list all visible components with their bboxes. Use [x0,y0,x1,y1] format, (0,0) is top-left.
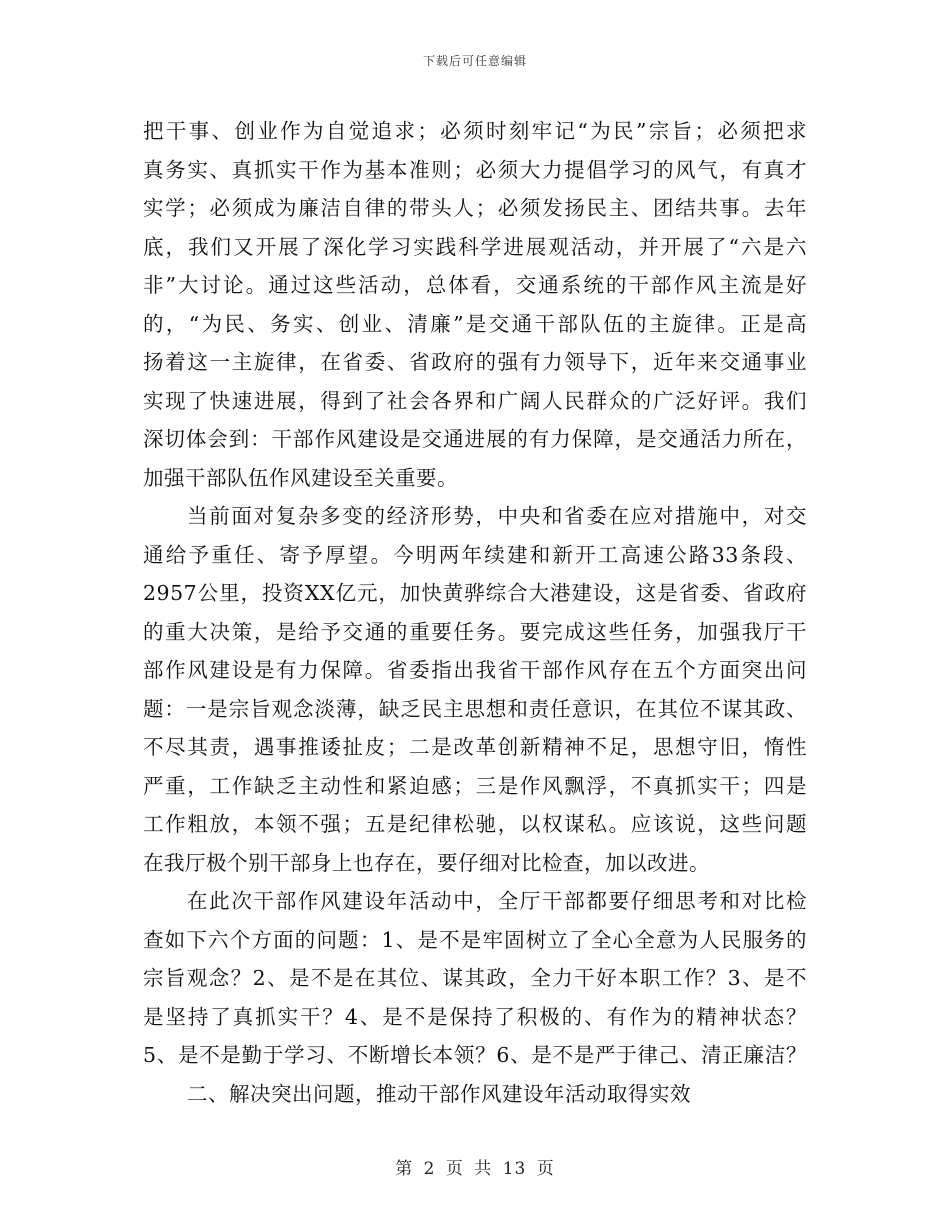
text-line: 严重，工作缺乏主动性和紧迫感；三是作风飘浮，不真抓实干；四是 [143,773,807,798]
text-line: 查如下六个方面的问题：1、是不是牢固树立了全心全意为人民服务的 [143,927,807,952]
text-line: 底，我们又开展了深化学习实践科学进展观活动，并开展了“六是六 [143,234,807,259]
text-line: 加强干部队伍作风建设至关重要。 [143,465,458,490]
paragraph-first-line: 在此次干部作风建设年活动中，全厅干部都要仔细思考和对比检 [187,889,807,913]
text-line: 通给予重任、寄予厚望。今明两年续建和新开工高速公路33条段、 [143,542,807,567]
text-line: 非”大讨论。通过这些活动，总体看，交通系统的干部作风主流是好 [143,273,807,297]
text-line: 题：一是宗旨观念淡薄，缺乏民主思想和责任意识，在其位不谋其政、 [143,696,807,721]
text-line: 把干事、创业作为自觉追求；必须时刻牢记“为民”宗旨；必须把求 [143,119,807,143]
text-line: 工作粗放，本领不强；五是纪律松驰，以权谋私。应该说，这些问题 [143,812,807,836]
text-line: 实学；必须成为廉洁自律的带头人；必须发扬民主、团结共事。去年 [143,196,807,220]
document-body [143,112,807,1113]
text-line: 是坚持了真抓实干？4、是不是保持了积极的、有作为的精神状态？ [143,1004,807,1029]
text-line: 真务实、真抓实干作为基本准则；必须大力提倡学习的风气，有真才 [143,157,807,182]
text-line: 扬着这一主旋律，在省委、省政府的强有力领导下，近年来交通事业 [143,350,807,374]
text-line: 在我厅极个别干部身上也存在，要仔细对比检查，加以改进。 [143,850,710,875]
text-line: 的重大决策，是给予交通的重要任务。要完成这些任务，加强我厅干 [143,619,807,644]
paragraph-first-line: 当前面对复杂多变的经济形势，中央和省委在应对措施中，对交 [187,504,807,528]
page-footer: 第 2 页 共 13 页 [395,1159,555,1179]
text-line: 5、是不是勤于学习、不断增长本领？6、是不是严于律己、清正廉洁？ [143,1043,807,1067]
text-line: 深切体会到：干部作风建设是交通进展的有力保障，是交通活力所在， [143,427,807,451]
text-line: 部作风建设是有力保障。省委指出我省干部作风存在五个方面突出问 [143,658,807,682]
text-line: 的，“为民、务实、创业、清廉”是交通干部队伍的主旋律。正是高 [143,311,807,336]
text-line: 不尽其责，遇事推诿扯皮；二是改革创新精神不足，思想守旧，惰性 [143,735,807,759]
text-line: 宗旨观念？2、是不是在其位、谋其政，全力干好本职工作？3、是不 [143,966,807,990]
text-line: 2957公里，投资XX亿元，加快黄骅综合大港建设，这是省委、省政府 [143,581,807,605]
text-line: 实现了快速进展，得到了社会各界和广阔人民群众的广泛好评。我们 [143,388,807,413]
section-heading: 二、解决突出问题，推动干部作风建设年活动取得实效 [187,1081,691,1106]
page-header: 下载后可任意编辑 [422,54,527,68]
